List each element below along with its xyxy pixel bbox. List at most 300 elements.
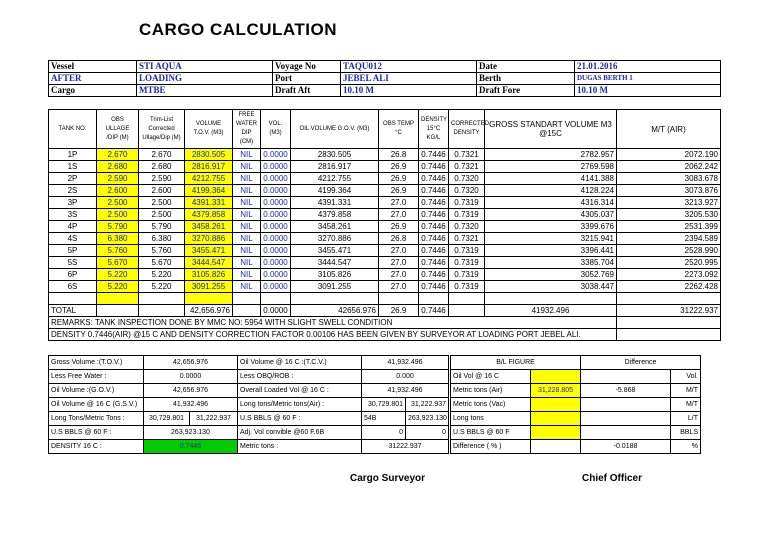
summary-value: 42,656.976 xyxy=(144,384,238,398)
table-cell: 2830.505 xyxy=(291,149,379,161)
summary-value: 31,222.937 xyxy=(406,398,449,412)
table-cell: 0.7319 xyxy=(449,197,485,209)
summary-label: Gross Volume :(T.O.V.) xyxy=(49,356,144,370)
table-cell: 3399.676 xyxy=(485,221,617,233)
total-cell: TOTAL xyxy=(49,305,97,317)
table-cell xyxy=(617,329,721,341)
table-cell: 2.600 xyxy=(139,185,185,197)
total-cell: 42656.976 xyxy=(291,305,379,317)
header-value: STI AQUA xyxy=(137,61,273,73)
table-cell: 3205.530 xyxy=(617,209,721,221)
summary-label: U.S BBLS @ 60 F : xyxy=(49,426,144,440)
table-row xyxy=(49,257,721,269)
table-cell: 2P xyxy=(49,173,97,185)
bl-value xyxy=(531,398,581,412)
table-row xyxy=(49,209,721,221)
summary-row xyxy=(49,412,449,426)
table-cell: 3215.941 xyxy=(485,233,617,245)
table-cell: 3083.678 xyxy=(617,173,721,185)
summary-row xyxy=(49,370,449,384)
density-note-text: DENSITY 0.7446(AIR) @15 C AND DENSITY CORRECTION FACTOR 0.00106 HAS BEEN GIVEN BY SURVEYOR AT LOADING PORT JEBEL ALI. xyxy=(49,329,617,341)
column-header: FREE WATER DIP (CM) xyxy=(233,110,261,149)
table-cell: 0.0000 xyxy=(261,161,291,173)
total-cell xyxy=(139,305,185,317)
bl-row xyxy=(451,370,701,384)
table-cell: 0.7319 xyxy=(449,269,485,281)
header-value: TAQU012 xyxy=(341,61,477,73)
table-cell: NIL xyxy=(233,257,261,269)
table-cell: 2769.598 xyxy=(485,161,617,173)
blank-row xyxy=(49,293,721,305)
table-cell: 2.670 xyxy=(97,149,139,161)
table-cell: 5.220 xyxy=(97,281,139,293)
table-cell: 3105.826 xyxy=(291,269,379,281)
summary-row xyxy=(49,440,449,454)
header-value: MTBE xyxy=(137,85,273,97)
summary-value: 263,923.130 xyxy=(144,426,238,440)
column-header: OIL VOLUME G.O.V. (M3) xyxy=(291,110,379,149)
column-header: OBS ULLAGE /DIP (M) xyxy=(97,110,139,149)
bl-row xyxy=(451,426,701,440)
bl-label: Long tons xyxy=(451,412,531,426)
table-cell: 6S xyxy=(49,281,97,293)
bl-row xyxy=(451,440,701,454)
table-cell: 2.670 xyxy=(139,149,185,161)
table-cell: NIL xyxy=(233,149,261,161)
header-label: Voyage No xyxy=(273,61,341,73)
bl-unit: % xyxy=(671,440,701,454)
summary-label: Oil Volume @ 16 C :(T.C.V.) xyxy=(238,356,362,370)
table-cell: 27.0 xyxy=(379,281,419,293)
table-cell: 2394.589 xyxy=(617,233,721,245)
table-cell: 2.680 xyxy=(139,161,185,173)
table-cell: 2072.190 xyxy=(617,149,721,161)
table-cell: 0.7319 xyxy=(449,257,485,269)
total-cell: 0.0000 xyxy=(261,305,291,317)
table-cell: 27.0 xyxy=(379,209,419,221)
summary-value: 54B xyxy=(362,412,406,426)
summary-row xyxy=(49,356,449,370)
chief-officer-signature: Chief Officer xyxy=(582,473,643,484)
table-cell: 5.760 xyxy=(139,245,185,257)
table-cell xyxy=(233,293,261,305)
table-cell: 3213.927 xyxy=(617,197,721,209)
bl-value xyxy=(531,370,581,384)
table-row xyxy=(49,245,721,257)
table-cell: 4P xyxy=(49,221,97,233)
bl-difference: -0.0188 xyxy=(581,440,671,454)
total-cell: 42,656.976 xyxy=(185,305,233,317)
bl-row xyxy=(451,398,701,412)
table-cell: 27.0 xyxy=(379,197,419,209)
total-cell: 41932.496 xyxy=(485,305,617,317)
table-cell: 3052.769 xyxy=(485,269,617,281)
table-cell xyxy=(617,293,721,305)
table-cell: 3091.255 xyxy=(185,281,233,293)
column-header: GROSS STANDART VOLUME M3 @15C xyxy=(485,110,617,149)
summary-value: 0 xyxy=(406,426,449,440)
table-cell: 0.0000 xyxy=(261,221,291,233)
header-label: Berth xyxy=(477,73,575,85)
summary-label: U.S BBLS @ 60 F : xyxy=(238,412,362,426)
table-cell: 4316.314 xyxy=(485,197,617,209)
difference-header: Difference xyxy=(581,356,701,370)
table-cell: 5.790 xyxy=(97,221,139,233)
table-cell: 0.0000 xyxy=(261,233,291,245)
table-cell: 1P xyxy=(49,149,97,161)
table-cell: 5.220 xyxy=(139,269,185,281)
table-cell: 4S xyxy=(49,233,97,245)
table-cell: NIL xyxy=(233,197,261,209)
table-cell: 26.9 xyxy=(379,221,419,233)
table-cell: 2.500 xyxy=(139,197,185,209)
bl-label: Metric tons (Air) xyxy=(451,384,531,398)
table-cell: 3458.261 xyxy=(185,221,233,233)
bl-value xyxy=(531,412,581,426)
table-cell: 2062.242 xyxy=(617,161,721,173)
summary-label: Overall Loaded Vol @ 16 C : xyxy=(238,384,362,398)
table-cell: 3396.441 xyxy=(485,245,617,257)
table-cell: 5.220 xyxy=(97,269,139,281)
table-cell: 0.7446 xyxy=(419,149,449,161)
table-cell: 4379.858 xyxy=(291,209,379,221)
bl-row xyxy=(451,384,701,398)
table-cell: 0.0000 xyxy=(261,245,291,257)
bl-value xyxy=(531,440,581,454)
summary-value: 42,656.976 xyxy=(144,356,238,370)
bl-header-row xyxy=(451,356,701,370)
table-cell: 3444.547 xyxy=(291,257,379,269)
table-cell: 0.7321 xyxy=(449,233,485,245)
summary-label: Less OBQ/ROB : xyxy=(238,370,362,384)
table-cell xyxy=(185,293,233,305)
table-cell: 0.7446 xyxy=(419,161,449,173)
bl-value: 31,228.805 xyxy=(531,384,581,398)
table-cell: 0.7446 xyxy=(419,269,449,281)
table-cell: 3270.886 xyxy=(291,233,379,245)
header-value: 10.10 M xyxy=(575,85,721,97)
table-row xyxy=(49,149,721,161)
header-value: 10.10 M xyxy=(341,85,477,97)
summary-value: 0.0000 xyxy=(144,370,238,384)
table-cell: 2.500 xyxy=(97,209,139,221)
table-cell: 26.9 xyxy=(379,185,419,197)
bl-difference: -5.868 xyxy=(581,384,671,398)
table-cell: 4212.755 xyxy=(291,173,379,185)
bl-difference xyxy=(581,370,671,384)
bl-difference xyxy=(581,398,671,412)
column-header: VOL. (M3) xyxy=(261,110,291,149)
table-cell: 2.590 xyxy=(139,173,185,185)
table-row xyxy=(49,281,721,293)
table-cell: 0.7446 xyxy=(419,257,449,269)
table-cell: 27.0 xyxy=(379,245,419,257)
table-cell: 0.0000 xyxy=(261,173,291,185)
table-cell: 0.0000 xyxy=(261,197,291,209)
column-header: M/T (AIR) xyxy=(617,110,721,149)
table-cell: 0.7446 xyxy=(419,197,449,209)
table-cell: 2.590 xyxy=(97,173,139,185)
table-cell: 3S xyxy=(49,209,97,221)
table-cell: 4128.224 xyxy=(485,185,617,197)
table-cell: 2S xyxy=(49,185,97,197)
table-cell: 6P xyxy=(49,269,97,281)
table-cell: 5P xyxy=(49,245,97,257)
column-header: Trim-List Corrected Ullage/Dip (M) xyxy=(139,110,185,149)
column-header: DENSITY 15°C KG/L xyxy=(419,110,449,149)
column-header: VOLUME T.O.V. (M3) xyxy=(185,110,233,149)
summary-label: Oil Volume :(G.O.V.) xyxy=(49,384,144,398)
table-cell: 0.7446 xyxy=(419,209,449,221)
total-cell xyxy=(233,305,261,317)
header-row xyxy=(49,73,721,85)
table-cell: 4199.364 xyxy=(185,185,233,197)
table-cell: 2520.995 xyxy=(617,257,721,269)
table-cell xyxy=(617,317,721,329)
table-cell: 0.0000 xyxy=(261,185,291,197)
summary-value: 41,932.496 xyxy=(362,384,449,398)
table-cell: 0.7320 xyxy=(449,185,485,197)
bl-difference xyxy=(581,412,671,426)
table-row xyxy=(49,233,721,245)
table-row xyxy=(49,161,721,173)
table-cell: 2273.092 xyxy=(617,269,721,281)
table-cell: NIL xyxy=(233,221,261,233)
table-cell xyxy=(291,293,379,305)
table-cell xyxy=(449,293,485,305)
table-cell: 2.600 xyxy=(97,185,139,197)
table-cell: 3038.447 xyxy=(485,281,617,293)
table-cell: 4305.037 xyxy=(485,209,617,221)
table-cell: 0.7446 xyxy=(419,233,449,245)
table-cell: 0.7319 xyxy=(449,209,485,221)
table-cell: 3270.886 xyxy=(185,233,233,245)
header-row xyxy=(49,61,721,73)
bl-unit: L/T xyxy=(671,412,701,426)
summary-label: Adj. Vol convible @60 F.6B xyxy=(238,426,362,440)
summary-row xyxy=(49,426,449,440)
table-cell: 3105.826 xyxy=(185,269,233,281)
header-value: DUGAS BERTH 1 xyxy=(575,73,721,85)
table-cell xyxy=(485,293,617,305)
table-cell: 0.7446 xyxy=(419,173,449,185)
table-cell: 3458.261 xyxy=(291,221,379,233)
summary-value: 0.7446 xyxy=(144,440,238,454)
header-label: Draft Fore xyxy=(477,85,575,97)
table-cell: 6.380 xyxy=(139,233,185,245)
summary-label: Metric tons : xyxy=(238,440,362,454)
summary-row xyxy=(49,384,449,398)
remarks-row xyxy=(49,317,721,329)
summary-value: 30,729.801 xyxy=(362,398,406,412)
page-title: CARGO CALCULATION xyxy=(139,20,337,39)
bl-unit: Vol. xyxy=(671,370,701,384)
summary-value: 31,222.937 xyxy=(190,412,238,426)
bl-row xyxy=(451,412,701,426)
column-header: CORRECTED DENSITY xyxy=(449,110,485,149)
bl-label: Difference ( % ) xyxy=(451,440,531,454)
total-cell xyxy=(97,305,139,317)
summary-label: Long tons/Metric tons(Air) : xyxy=(238,398,362,412)
bl-value xyxy=(531,426,581,440)
table-cell: NIL xyxy=(233,161,261,173)
summary-label: DENSITY 16 C : xyxy=(49,440,144,454)
table-cell: 2262.428 xyxy=(617,281,721,293)
table-cell: 5.220 xyxy=(139,281,185,293)
header-row xyxy=(49,85,721,97)
table-cell: 0.7446 xyxy=(419,281,449,293)
bl-figure-header: B/L FIGURE xyxy=(451,356,581,370)
table-cell: 3455.471 xyxy=(291,245,379,257)
table-cell: NIL xyxy=(233,173,261,185)
table-cell: 26.8 xyxy=(379,233,419,245)
summary-value: 0.000 xyxy=(362,370,449,384)
table-cell: 2528.990 xyxy=(617,245,721,257)
table-cell: 0.7319 xyxy=(449,281,485,293)
table-row xyxy=(49,185,721,197)
table-cell xyxy=(49,293,97,305)
summary-value: 31222.937 xyxy=(362,440,449,454)
table-cell: 26.9 xyxy=(379,173,419,185)
header-table xyxy=(48,60,721,97)
table-cell: 0.7446 xyxy=(419,245,449,257)
column-header: TANK NO. xyxy=(49,110,97,149)
table-cell: NIL xyxy=(233,281,261,293)
table-cell: 0.0000 xyxy=(261,257,291,269)
bl-label: Oil Vol @ 16 C xyxy=(451,370,531,384)
table-cell: 26.8 xyxy=(379,149,419,161)
table-row xyxy=(49,173,721,185)
table-cell: 5.760 xyxy=(97,245,139,257)
column-header: OBS TEMP °C xyxy=(379,110,419,149)
bl-label: Metric tons (Vac) xyxy=(451,398,531,412)
table-cell: 1S xyxy=(49,161,97,173)
header-label: Cargo xyxy=(49,85,137,97)
table-cell: 2.500 xyxy=(139,209,185,221)
density-note-row xyxy=(49,329,721,341)
table-cell xyxy=(379,293,419,305)
table-cell: 4391.331 xyxy=(291,197,379,209)
summary-label: Less Free Water : xyxy=(49,370,144,384)
header-label: Vessel xyxy=(49,61,137,73)
table-cell: 0.0000 xyxy=(261,269,291,281)
summary-label: Oil Volume @ 16 C (G.S.V.) xyxy=(49,398,144,412)
right-summary-table xyxy=(450,355,701,454)
table-cell: 2531.399 xyxy=(617,221,721,233)
summary-value: 0 xyxy=(362,426,406,440)
table-cell: NIL xyxy=(233,269,261,281)
total-cell: 0.7446 xyxy=(419,305,449,317)
table-cell: 2.680 xyxy=(97,161,139,173)
table-cell: 0.0000 xyxy=(261,281,291,293)
table-cell: 2816.917 xyxy=(291,161,379,173)
table-row xyxy=(49,269,721,281)
table-cell: 4379.858 xyxy=(185,209,233,221)
header-value: 21.01.2016 xyxy=(575,61,721,73)
table-row xyxy=(49,221,721,233)
header-value: LOADING xyxy=(137,73,273,85)
table-cell: 4212.755 xyxy=(185,173,233,185)
header-label: AFTER xyxy=(49,73,137,85)
table-cell: NIL xyxy=(233,233,261,245)
summary-label: Long Tons/Metric Tons : xyxy=(49,412,144,426)
left-summary-table xyxy=(48,355,449,454)
bl-unit: M/T xyxy=(671,398,701,412)
table-cell: 4199.364 xyxy=(291,185,379,197)
total-cell: 26.9 xyxy=(379,305,419,317)
table-cell: 0.0000 xyxy=(261,149,291,161)
column-header-row xyxy=(49,110,721,149)
table-cell: 2.500 xyxy=(97,197,139,209)
remarks-text: REMARKS: TANK INSPECTION DONE BY MMC NO: 5954 WITH SLIGHT SWELL CONDITION xyxy=(49,317,617,329)
table-cell: 4141.388 xyxy=(485,173,617,185)
table-cell: 4391.331 xyxy=(185,197,233,209)
bl-unit: M/T xyxy=(671,384,701,398)
table-cell: 0.0000 xyxy=(261,209,291,221)
table-cell: 2816.917 xyxy=(185,161,233,173)
summary-value: 41,932.496 xyxy=(362,356,449,370)
table-row xyxy=(49,197,721,209)
total-cell xyxy=(449,305,485,317)
table-cell: 5.790 xyxy=(139,221,185,233)
table-cell: NIL xyxy=(233,245,261,257)
table-cell: 5S xyxy=(49,257,97,269)
table-cell: 3091.255 xyxy=(291,281,379,293)
bl-label: U.S BBLS @ 60 F xyxy=(451,426,531,440)
tank-table xyxy=(48,109,721,341)
table-cell: 3073.876 xyxy=(617,185,721,197)
bl-unit: BBLS xyxy=(671,426,701,440)
table-cell xyxy=(97,293,139,305)
summary-value: 41,932.496 xyxy=(144,398,238,412)
summary-value: 263,923.130 xyxy=(406,412,449,426)
table-cell: 0.7321 xyxy=(449,149,485,161)
table-cell xyxy=(139,293,185,305)
table-cell: 2830.505 xyxy=(185,149,233,161)
table-cell: 0.7319 xyxy=(449,245,485,257)
total-cell: 31222.937 xyxy=(617,305,721,317)
table-cell: 27.0 xyxy=(379,269,419,281)
summary-value: 30,729.801 xyxy=(144,412,190,426)
table-cell: 0.7321 xyxy=(449,161,485,173)
table-cell: 6.380 xyxy=(97,233,139,245)
table-cell: 27.0 xyxy=(379,257,419,269)
summary-row xyxy=(49,398,449,412)
table-cell xyxy=(261,293,291,305)
table-cell: 5.670 xyxy=(97,257,139,269)
bl-difference xyxy=(581,426,671,440)
header-label: Draft Aft xyxy=(273,85,341,97)
header-label: Date xyxy=(477,61,575,73)
table-cell xyxy=(419,293,449,305)
table-cell: 0.7320 xyxy=(449,221,485,233)
table-cell: 3P xyxy=(49,197,97,209)
table-cell: 3385.704 xyxy=(485,257,617,269)
table-cell: 3444.547 xyxy=(185,257,233,269)
table-cell: 0.7320 xyxy=(449,173,485,185)
table-cell: NIL xyxy=(233,185,261,197)
table-cell: 0.7446 xyxy=(419,221,449,233)
header-value: JEBEL ALI xyxy=(341,73,477,85)
header-label: Port xyxy=(273,73,341,85)
table-cell: 5.670 xyxy=(139,257,185,269)
table-cell: 0.7446 xyxy=(419,185,449,197)
table-cell: 26.9 xyxy=(379,161,419,173)
cargo-surveyor-signature: Cargo Surveyor xyxy=(350,473,426,484)
table-cell: NIL xyxy=(233,209,261,221)
total-row xyxy=(49,305,721,317)
table-cell: 2782.957 xyxy=(485,149,617,161)
